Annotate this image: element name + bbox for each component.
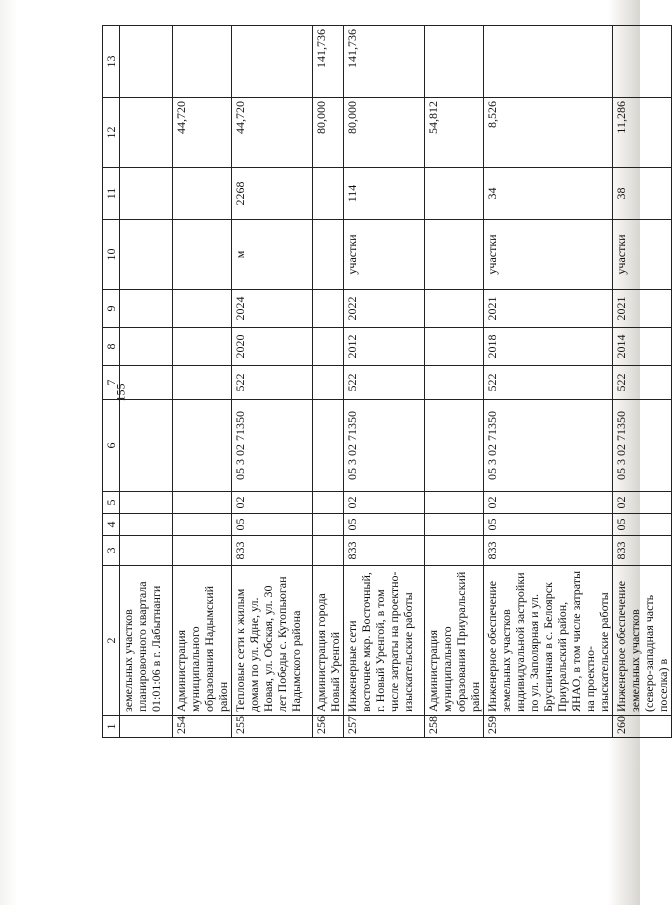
cell xyxy=(425,492,484,514)
cell xyxy=(173,400,232,492)
cell xyxy=(425,290,484,328)
object-name: земельных участков планировочного квартала 01:01:06 в г. Лабытнанги xyxy=(120,566,173,716)
header-cell: 2 xyxy=(103,566,120,716)
cell xyxy=(173,492,232,514)
cell: 05 3 02 71350 xyxy=(232,400,313,492)
table-row xyxy=(344,26,425,738)
cell xyxy=(313,366,344,400)
cell: 833 xyxy=(484,536,613,566)
cell xyxy=(425,514,484,536)
cell xyxy=(173,536,232,566)
cell xyxy=(173,328,232,366)
header-cell: 7 xyxy=(103,366,120,400)
cell xyxy=(313,400,344,492)
cell: 02 xyxy=(484,492,613,514)
cell: 522 xyxy=(344,366,425,400)
cell: участки xyxy=(484,220,613,290)
cell: 05 3 02 71350 xyxy=(484,400,613,492)
object-name: Инженерные сети восточнее мкр. Восточный, г. Новый Уренгой, в том числе затраты на проектно-изыскательские работы xyxy=(344,566,425,716)
cell: 05 3 02 71350 xyxy=(344,400,425,492)
cell xyxy=(425,536,484,566)
cell: 2022 xyxy=(344,290,425,328)
table-row xyxy=(173,26,232,738)
cell xyxy=(313,514,344,536)
object-name: Администрация муниципального образования Надымский район xyxy=(173,566,232,716)
header-cell: 12 xyxy=(103,98,120,168)
cell: 2012 xyxy=(344,328,425,366)
cell: 02 xyxy=(344,492,425,514)
cell: 522 xyxy=(484,366,613,400)
cell xyxy=(425,400,484,492)
row-number: 254 xyxy=(173,716,232,738)
cell: 141,736 xyxy=(313,26,344,98)
object-name: Администрация муниципального образования Приуральский район xyxy=(425,566,484,716)
header-cell: 4 xyxy=(103,514,120,536)
header-cell: 11 xyxy=(103,168,120,220)
cell: 02 xyxy=(232,492,313,514)
cell xyxy=(313,168,344,220)
cell: 2020 xyxy=(232,328,313,366)
cell xyxy=(120,366,173,400)
budget-table xyxy=(102,25,672,738)
cell xyxy=(173,220,232,290)
cell: 522 xyxy=(613,366,672,400)
cell xyxy=(425,26,484,98)
cell xyxy=(313,328,344,366)
header-cell: 3 xyxy=(103,536,120,566)
cell: 54,812 xyxy=(425,98,484,168)
cell: 38 xyxy=(613,168,672,220)
header-cell: 5 xyxy=(103,492,120,514)
row-number: 260 xyxy=(613,716,672,738)
table-row xyxy=(484,26,613,738)
cell xyxy=(120,98,173,168)
table-row xyxy=(425,26,484,738)
cell xyxy=(120,492,173,514)
cell: 34 xyxy=(484,168,613,220)
cell: 05 xyxy=(344,514,425,536)
cell: 833 xyxy=(613,536,672,566)
cell: м xyxy=(232,220,313,290)
cell: 02 xyxy=(613,492,672,514)
cell xyxy=(425,220,484,290)
cell: 05 xyxy=(232,514,313,536)
cell xyxy=(120,26,173,98)
row-number: 255 xyxy=(232,716,313,738)
cell: 2014 xyxy=(613,328,672,366)
cell xyxy=(173,168,232,220)
cell xyxy=(120,536,173,566)
header-cell: 8 xyxy=(103,328,120,366)
object-name: Инженерное обеспечение земельных участков (северо-западная часть поселка) в xyxy=(613,566,672,716)
cell: 8,526 xyxy=(484,98,613,168)
cell xyxy=(313,536,344,566)
cell: 2021 xyxy=(484,290,613,328)
row-number: 257 xyxy=(344,716,425,738)
cell xyxy=(313,220,344,290)
cell: 05 3 02 71350 xyxy=(613,400,672,492)
rotated-table-container xyxy=(102,26,670,738)
cell xyxy=(120,400,173,492)
cell xyxy=(173,26,232,98)
table-row xyxy=(613,26,672,738)
cell: 44,720 xyxy=(173,98,232,168)
object-name: Тепловые сети к жилым домам по ул. Ядне, ул. Новая, ул. Обская, ул. 30 лет Победы с. Кутопьюган Надымского района xyxy=(232,566,313,716)
cell: 2021 xyxy=(613,290,672,328)
cell: 2268 xyxy=(232,168,313,220)
cell: участки xyxy=(613,220,672,290)
object-name: Администрация города Новый Уренгой xyxy=(313,566,344,716)
row-number: 258 xyxy=(425,716,484,738)
cell xyxy=(120,514,173,536)
cell xyxy=(173,366,232,400)
cell xyxy=(613,26,672,98)
cell: 05 xyxy=(484,514,613,536)
cell: 05 xyxy=(613,514,672,536)
cell xyxy=(425,328,484,366)
cell xyxy=(232,26,313,98)
page-number: 155 xyxy=(113,383,128,402)
cell xyxy=(173,290,232,328)
cell: 141,736 xyxy=(344,26,425,98)
cell xyxy=(313,492,344,514)
table-row xyxy=(313,26,344,738)
cell: 2024 xyxy=(232,290,313,328)
cell xyxy=(120,168,173,220)
cell: 833 xyxy=(344,536,425,566)
header-cell: 13 xyxy=(103,26,120,98)
header-cell: 10 xyxy=(103,220,120,290)
cell xyxy=(120,328,173,366)
cell xyxy=(173,514,232,536)
cell xyxy=(120,290,173,328)
object-name: Инженерное обеспечение земельных участков индивидуальной застройки по ул. Заполярная и ул. Брусничная в с. Белоярск Приуральский район, ЯНАО, в том числе затраты на проектно-изыскательские работы xyxy=(484,566,613,716)
cell: 80,000 xyxy=(313,98,344,168)
cell xyxy=(120,220,173,290)
cell: 80,000 xyxy=(344,98,425,168)
header-row xyxy=(103,26,120,738)
cell: 2018 xyxy=(484,328,613,366)
header-cell: 6 xyxy=(103,400,120,492)
cell xyxy=(425,366,484,400)
cell: 833 xyxy=(232,536,313,566)
row-number: 259 xyxy=(484,716,613,738)
row-number: 256 xyxy=(313,716,344,738)
cell xyxy=(484,26,613,98)
cell: 522 xyxy=(232,366,313,400)
header-cell: 1 xyxy=(103,716,120,738)
cell: 44,720 xyxy=(232,98,313,168)
cell xyxy=(313,290,344,328)
table-row xyxy=(120,26,173,738)
cell: 11,286 xyxy=(613,98,672,168)
cell: 114 xyxy=(344,168,425,220)
header-cell: 9 xyxy=(103,290,120,328)
row-number xyxy=(120,716,173,738)
table-row xyxy=(232,26,313,738)
cell: участки xyxy=(344,220,425,290)
cell xyxy=(425,168,484,220)
